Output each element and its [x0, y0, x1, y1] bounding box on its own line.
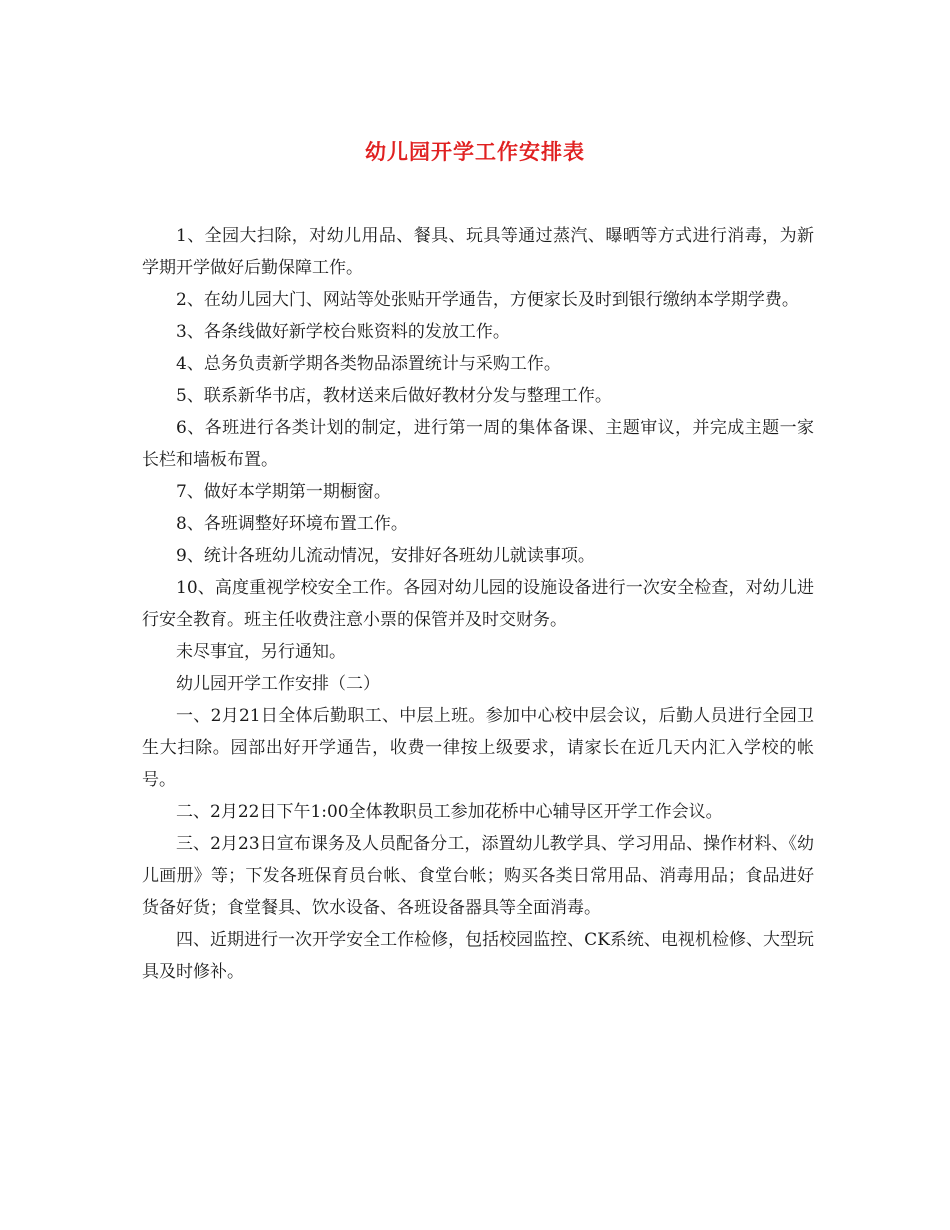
section-heading-two: 幼儿园开学工作安排（二） [176, 674, 380, 694]
paragraph-7: 7、做好本学期第一期橱窗。 [176, 482, 391, 502]
paragraph-1: 1、全园大扫除，对幼儿用品、餐具、玩具等通过蒸汽、曝晒等方式进行消毒，为新学期开学做好后勤保障工作。 [142, 226, 814, 278]
section-two-item-1: 一、2月21日全体后勤职工、中层上班。参加中心校中层会议，后勤人员进行全园卫生大扫除。园部出好开学通告，收费一律按上级要求，请家长在近几天内汇入学校的帐号。 [142, 706, 814, 790]
paragraph-5: 5、联系新华书店，教材送来后做好教材分发与整理工作。 [176, 386, 612, 406]
paragraph-8: 8、各班调整好环境布置工作。 [176, 514, 408, 534]
paragraph-10: 10、高度重视学校安全工作。各园对幼儿园的设施设备进行一次安全检查，对幼儿进行安全教育。班主任收费注意小票的保管并及时交财务。 [142, 578, 814, 630]
paragraph-6: 6、各班进行各类计划的制定，进行第一周的集体备课、主题审议，并完成主题一家长栏和墙板布置。 [142, 418, 814, 470]
paragraph-4: 4、总务负责新学期各类物品添置统计与采购工作。 [176, 354, 561, 374]
document-title: 幼儿园开学工作安排表 [365, 139, 585, 164]
section-two-item-4: 四、近期进行一次开学安全工作检修，包括校园监控、CK系统、电视机检修、大型玩具及时修补。 [142, 930, 814, 982]
closing-note: 未尽事宜，另行通知。 [176, 642, 346, 662]
paragraph-9: 9、统计各班幼儿流动情况，安排好各班幼儿就读事项。 [176, 546, 595, 566]
paragraph-2: 2、在幼儿园大门、网站等处张贴开学通告，方便家长及时到银行缴纳本学期学费。 [176, 290, 799, 310]
section-two-item-3: 三、2月23日宣布课务及人员配备分工，添置幼儿教学具、学习用品、操作材料、《幼儿画册》等；下发各班保育员台帐、食堂台帐；购买各类日常用品、消毒用品；食品进好货备好货；食堂餐具、饮水设备、各班设备器具等全面消毒。 [142, 834, 814, 918]
paragraph-3: 3、各条线做好新学校台账资料的发放工作。 [176, 322, 510, 342]
section-two-item-2: 二、2月22日下午1:00全体教职员工参加花桥中心辅导区开学工作会议。 [176, 802, 723, 822]
document-body [142, 220, 814, 988]
